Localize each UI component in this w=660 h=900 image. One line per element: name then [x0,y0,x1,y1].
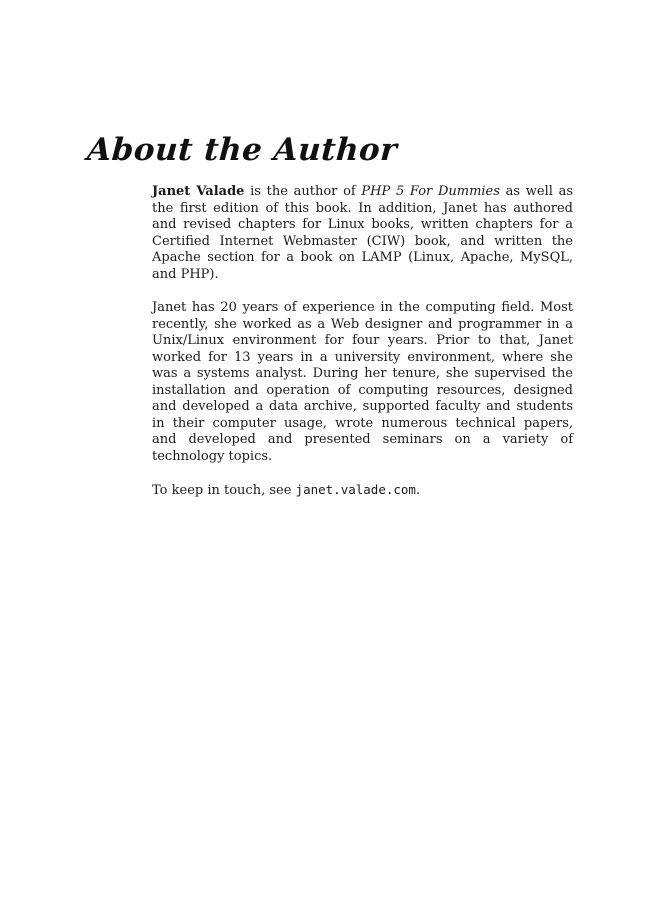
page-title: About the Author [86,132,399,168]
paragraph-contact [152,482,573,500]
paragraph-bio-2: Janet has 20 years of experience in the computing field. Most recently, she worked as a Web designer and programmer in a Unix/Linux environment for four years. Prior to that, Janet worked for 13 years in a university environment, where she was a systems analyst. During her tenure, she supervised the installation and operation of computing resources, designed and developed a data archive, supported faculty and students in their computer usage, wrote numerous technical papers, and developed and presented seminars on a variety of technology topics. [152,300,573,464]
book-title: PHP 5 For Dummies [361,184,500,199]
paragraph-bio-1 [152,184,573,283]
paragraph-3-segment-1: To keep in touch, see [152,483,296,498]
paragraph-3-segment-2: . [415,483,421,498]
author-name: Janet Valade [152,184,245,199]
author-website-url: janet.valade.com [295,482,416,497]
paragraph-1-segment-2: as well as the first edition of this book. In addition, Janet has authored and revised chapters for Linux books, written chapters for a Certified Internet Webmaster (CIW) book, and written the Apache section for a book on LAMP (Linux, Apache, MySQL, and PHP). [152,184,573,282]
body-text-block [152,184,573,517]
paragraph-1-segment-1: is the author of [244,184,362,199]
